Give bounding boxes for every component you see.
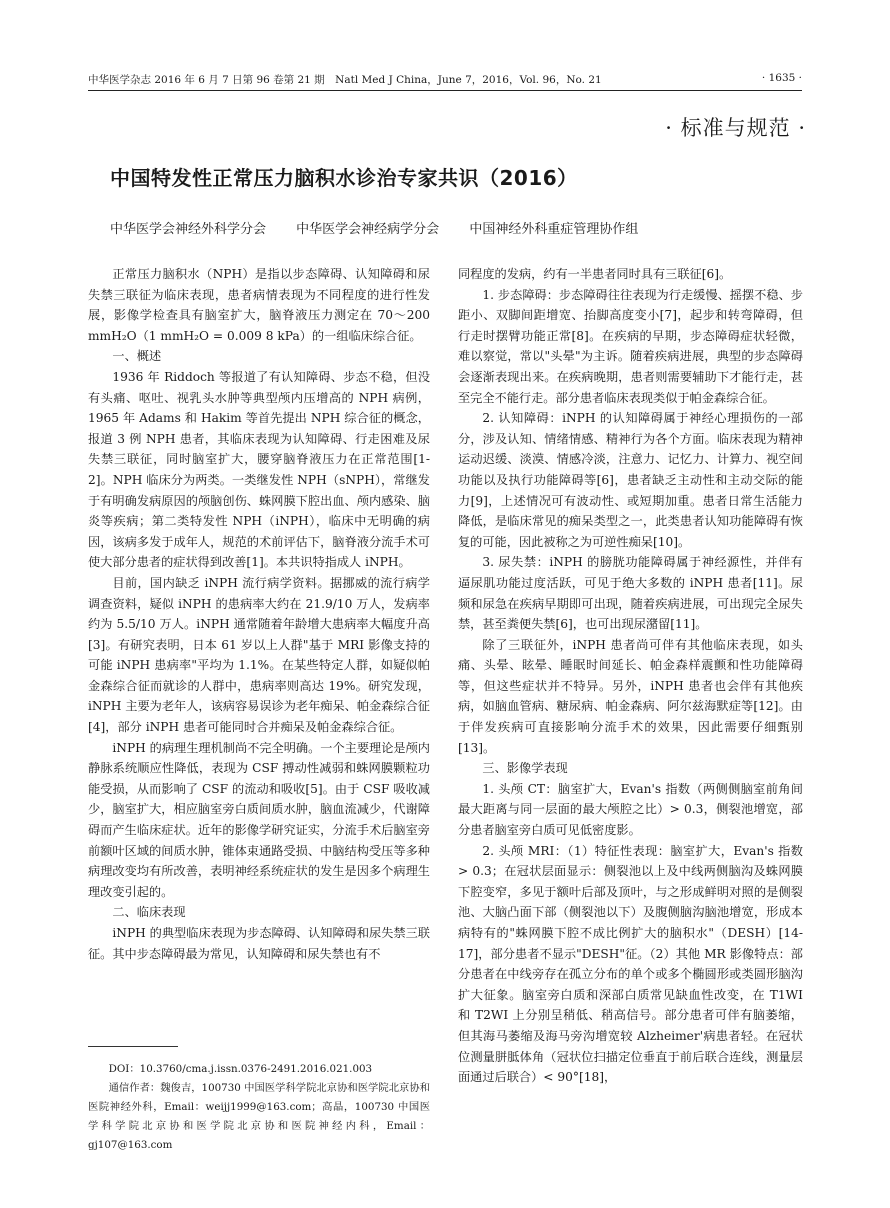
section-heading: 二、临床表现 xyxy=(112,905,186,920)
correspondence: 通信作者：魏俊吉，100730 中国医学科学院北京协和医学院北京协和医院神经外科，Email：weijj1999@163.com；高晶，100730 中国医学科学院北京协和医学院北京协和医院神经内科，Email：gj107@163.com xyxy=(88,1082,430,1151)
paragraph: iNPH 的病理生理机制尚不完全明确。一个主要理论是颅内静脉系统顺应性降低，表现为 CSF 搏动性减弱和蛛网膜颗粒功能受损，从而影响了 CSF 的流动和吸收[5]。由于 CSF 吸收减少，脑室扩大，相应脑室旁白质间质水肿，脑血流减少，代谢障碍而产生临床症状。近年的影像学研究证实，分流手术后脑室旁前额叶区域的间质水肿，锥体束通路受损、中脑结构受压等多种病理改变均有所改善，表明神经系统症状的发生是因多个病理生理改变引起的。 xyxy=(88,740,430,899)
doi: DOI：10.3760/cma.j.issn.0376-2491.2016.021.003 xyxy=(108,1063,373,1075)
author-1: 中华医学会神经外科学分会 xyxy=(110,222,267,237)
paragraph: 1936 年 Riddoch 等报道了有认知障碍、步态不稳，但没有头痛、呕吐、视乳头水肿等典型颅内压增高的 NPH 病例，1965 年 Adams 和 Hakim 等首先提出 NPH 综合征的概念，报道 3 例 NPH 患者，其临床表现为认知障碍、行走困难及尿失禁三联征，同时脑室扩大，腰穿脑脊液压力在正常范围[1-2]。NPH 临床分为两类。一类继发性 NPH（sNPH），常继发于有明确发病原因的颅脑创伤、蛛网膜下腔出血、颅内感染、脑炎等疾病；第二类特发性 NPH（iNPH），临床中无明确的病因，该病多发于成年人，规范的术前评估下，脑脊液分流手术可使大部分患者的症状得到改善[1]。本共识特指成人 iNPH。 xyxy=(88,369,430,570)
left-column xyxy=(88,264,430,964)
section-heading: 一、概述 xyxy=(112,349,162,364)
journal-citation: 中华医学杂志 2016 年 6 月 7 日第 96 卷第 21 期 Natl Med J China，June 7，2016，Vol. 96，No. 21 xyxy=(88,74,602,86)
authors xyxy=(110,218,664,237)
footnote-rule xyxy=(88,1046,178,1047)
author-3: 中国神经外科重症管理协作组 xyxy=(469,222,639,237)
page-number: · 1635 · xyxy=(761,72,802,84)
paragraph: 正常压力脑积水（NPH）是指以步态障碍、认知障碍和尿失禁三联征为临床表现，患者病情表现为不同程度的进行性发展，影像学检查具有脑室扩大，脑脊液压力测定在 70～200 mmH₂O（1 mmH₂O = 0.009 8 kPa）的一组临床综合征。 xyxy=(88,267,430,343)
paragraph: 同程度的发病，约有一半患者同时具有三联征[6]。 xyxy=(458,267,732,281)
paragraph: 目前，国内缺乏 iNPH 流行病学资料。据挪威的流行病学调查资料，疑似 iNPH 的患病率大约在 21.9/10 万人，发病率约为 5.5/10 万人。iNPH 通常随着年龄增大患病率大幅度升高[3]。有研究表明，日本 61 岁以上人群"基于 MRI 影像支持的可能 iNPH 患病率"平均为 1.1%。在某些特定人群，如疑似帕金森综合征而就诊的人群中，患病率则高达 19%。研究发现，iNPH 主要为老年人，该病容易误诊为老年痴呆、帕金森综合征[4]，部分 iNPH 患者可能同时合并痴呆及帕金森综合征。 xyxy=(88,575,430,735)
paragraph: 2. 头颅 MRI：（1）特征性表现：脑室扩大，Evan's 指数 > 0.3；在冠状层面显示：侧裂池以上及中线两侧脑沟及蛛网膜下腔变窄，多见于额叶后部及顶叶，与之形成鲜明对照的是侧裂池、大脑凸面下部（侧裂池以下）及腹侧脑沟脑池增宽，形成本病特有的"蛛网膜下腔不成比例扩大的脑积水"（DESH）[14-17]，部分患者不显示"DESH"征。（2）其他 MR 影像特点：部分患者在中线旁存在孤立分布的单个或多个椭圆形或类圆形脑沟扩大征象。脑室旁白质和深部白质常见缺血性改变，在 T1WI 和 T2WI 上分别呈稍低、稍高信号。部分患者可伴有脑萎缩，但其海马萎缩及海马旁沟增宽较 Alzheimer'病患者轻。在冠状位测量胼胝体角（冠状位扫描定位垂直于前后联合连线，测量层面通过后联合）< 90°[18]， xyxy=(458,843,803,1085)
author-2: 中华医学会神经病学分会 xyxy=(296,222,440,237)
paragraph: 除了三联征外，iNPH 患者尚可伴有其他临床表现，如头痛、头晕、眩晕、睡眠时间延长、帕金森样震颤和性功能障碍等，但这些症状并不特异。另外，iNPH 患者也会伴有其他疾病，如脑血管病、糖尿病、帕金森病、阿尔兹海默症等[12]。由于伴发疾病可直接影响分流手术的效果，因此需要仔细甄别[13]。 xyxy=(458,637,803,755)
header-rule xyxy=(88,90,802,91)
paragraph: 2. 认知障碍：iNPH 的认知障碍属于神经心理损伤的一部分，涉及认知、情绪情感、精神行为各个方面。临床表现为精神运动迟缓、淡漠、情感冷淡，注意力、记忆力、计算力、视空间功能以及执行功能障碍等[6]，患者缺乏主动性和主动交际的能力[9]，上述情况可有波动性、或短期加重。患者日常生活能力降低，是临床常见的痴呆类型之一，此类患者认知功能障碍有恢复的可能，因此被称之为可逆性痴呆[10]。 xyxy=(458,411,803,549)
running-header xyxy=(88,70,802,90)
paragraph: iNPH 的典型临床表现为步态障碍、认知障碍和尿失禁三联征。其中步态障碍最为常见，认知障碍和尿失禁也有不 xyxy=(88,926,430,961)
paragraph: 3. 尿失禁：iNPH 的膀胱功能障碍属于神经源性，并伴有逼尿肌功能过度活跃，可见于绝大多数的 iNPH 患者[11]。尿频和尿急在疾病早期即可出现，随着疾病进展，可出现完全尿失禁，甚至粪便失禁[6]，也可出现尿潴留[11]。 xyxy=(458,555,803,632)
section-label: · 标准与规范 · xyxy=(665,116,806,140)
footnotes xyxy=(88,1060,430,1155)
paragraph: 1. 头颅 CT：脑室扩大，Evan's 指数（两侧侧脑室前角间最大距离与同一层面的最大颅腔之比）> 0.3，侧裂池增宽，部分患者脑室旁白质可见低密度影。 xyxy=(458,781,803,838)
right-column xyxy=(458,264,803,1088)
section-heading: 三、影像学表现 xyxy=(482,761,568,776)
article-title: 中国特发性正常压力脑积水诊治专家共识（2016） xyxy=(110,166,578,190)
paragraph: 1. 步态障碍：步态障碍往往表现为行走缓慢、摇摆不稳、步距小、双脚间距增宽、抬脚高度变小[7]，起步和转弯障碍，但行走时摆臂功能正常[8]。在疾病的早期，步态障碍症状轻微，难以察觉，常以"头晕"为主诉。随着疾病进展，典型的步态障碍会逐渐表现出来。在疾病晚期，患者则需要辅助下才能行走，甚至完全不能行走。部分患者临床表现类似于帕金森综合征。 xyxy=(458,287,803,405)
